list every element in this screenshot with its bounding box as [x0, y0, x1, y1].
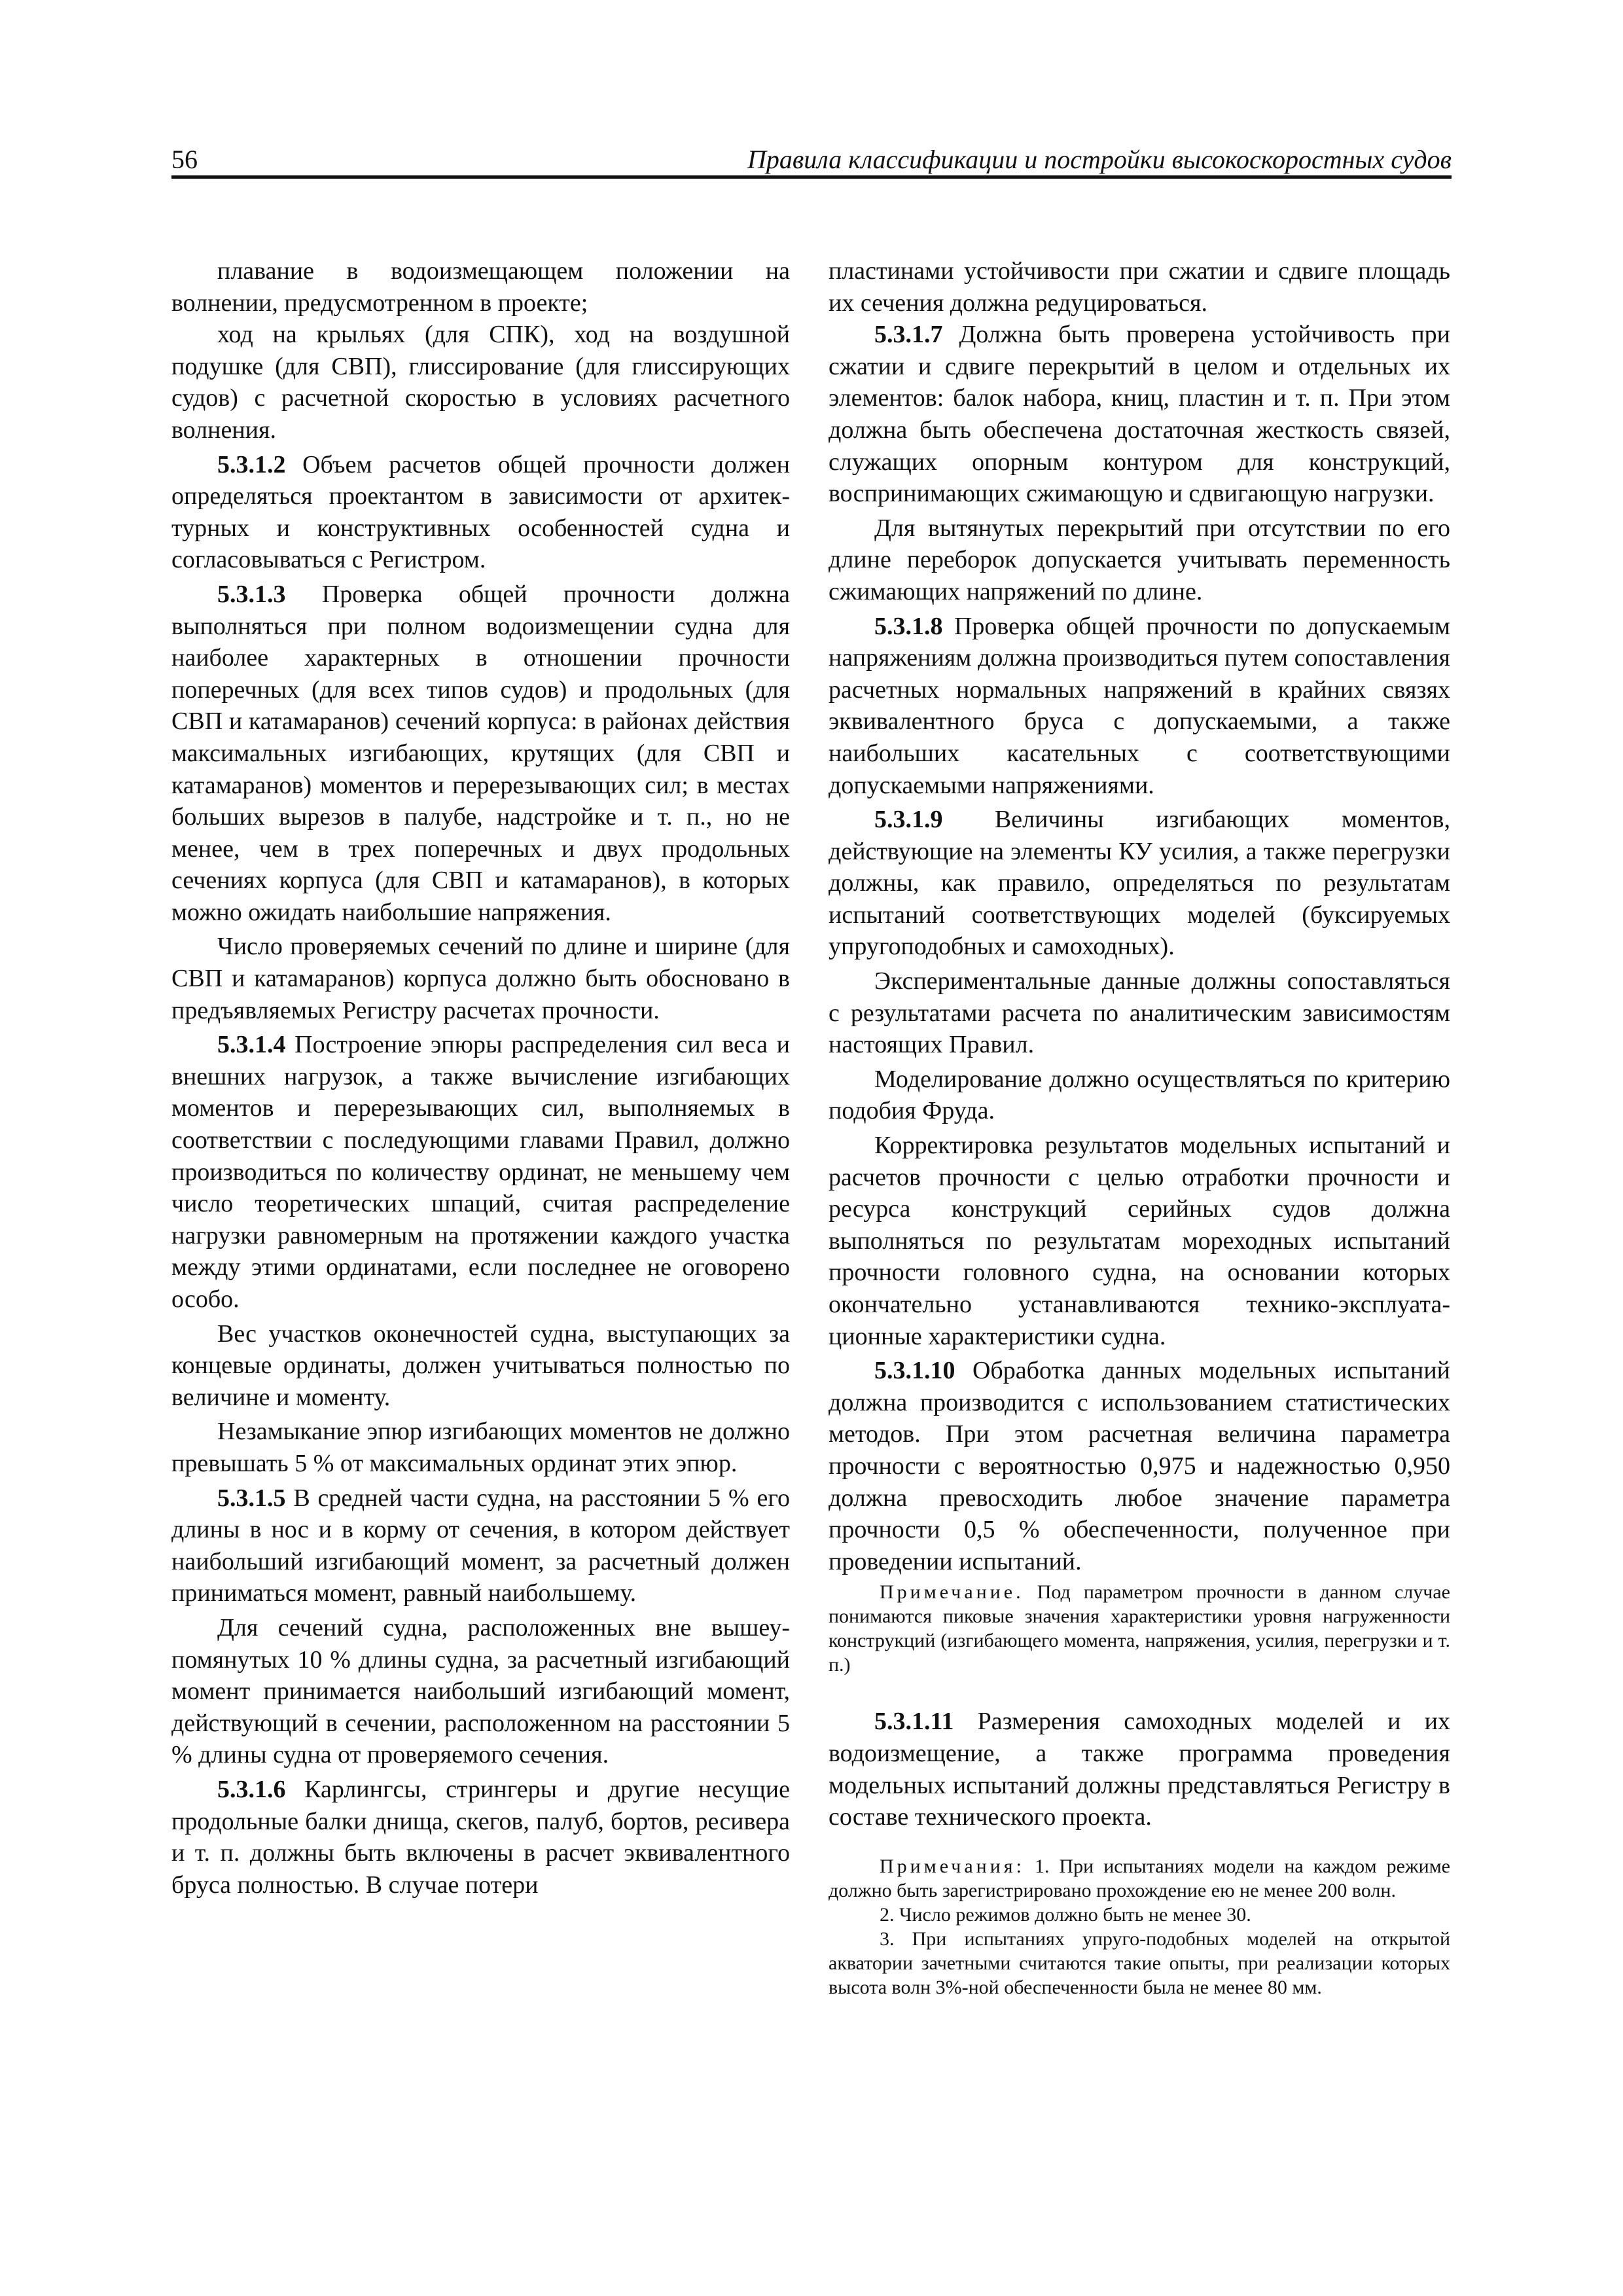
section-5-3-1-7 [829, 319, 1450, 510]
paragraph [171, 1318, 790, 1414]
left-column [171, 255, 790, 1901]
running-title: Правила классификации и постройки высокоскоростных судов [747, 145, 1452, 174]
paragraph-text: Проверка общей прочности по допускаемым напряжениям должна производиться путем сопоставления расчетных нормальных напряжений в крайних связях эквивалентного бруса с допускаемыми, а также наибольших касательных с соответствующими допускаемыми напряжениями. [829, 612, 1450, 799]
section-number: 5.3.1.4 [217, 1031, 286, 1059]
note-text: 1. При испытаниях модели на каждом режиме должно быть зарегистрировано прохождение ею не менее 200 волн. [829, 1855, 1450, 1901]
section-5-3-1-4 [171, 1029, 790, 1315]
section-number: 5.3.1.3 [217, 580, 286, 608]
paragraph-text: Для сечений судна, расположенных вне вышеупомянутых 10 % длины судна, за расчетный изгибающий момент принимается наибольший изгибающий момент, действующий в сечении, расположенном на расстоянии 5 % длины судна от проверяемого сечения. [171, 1613, 790, 1769]
paragraph-text: Величины изгибающих моментов, действующие на элементы КУ усилия, а также перегрузки должны, как правило, определяться по результатам испытаний соответствующих моделей (буксируемых упругоподобных и самоходных). [829, 806, 1450, 961]
paragraph [829, 1064, 1450, 1127]
section-5-3-1-2 [171, 449, 790, 576]
paragraph-text: Размерения самоходных моделей и их водоизмещение, а также программа проведения модельных испытаний должны представляться Регистру в составе технического проекта. [829, 1708, 1450, 1831]
section-number: 5.3.1.8 [874, 612, 943, 640]
paragraph [829, 965, 1450, 1061]
section-5-3-1-3 [171, 579, 790, 929]
paragraph-text: Проверка общей прочности должна выполняться при полном водоизмещении судна для наиболее характерных в отношении прочности поперечных (для всех типов судов) и продольных (для СВП и катамаранов) сечений корпуса: в районах действия максимальных изгибающих, крутящих (для СВП и катамаранов) моментов и перерезывающих сил; в местах больших вырезов в палубе, надстройке и т. п., но не менее, чем в трех поперечных и двух продольных сечениях корпуса (для СВП и катамаранов), в которых можно ожидать наибольшие напряжения. [171, 580, 790, 926]
paragraph [171, 319, 790, 446]
paragraph [829, 512, 1450, 608]
section-number: 5.3.1.2 [217, 450, 286, 478]
note [829, 1580, 1450, 1677]
paragraph-text: Незамыкание эпюр изгибающих моментов не должно превышать 5 % от максимальных ординат этих эпюр. [171, 1418, 790, 1477]
section-5-3-1-10 [829, 1355, 1450, 1577]
paragraph-text: Моделирование должно осуществляться по критерию подобия Фруда. [829, 1065, 1450, 1125]
notes-label: Примечания: [880, 1855, 1025, 1877]
section-number: 5.3.1.5 [217, 1484, 286, 1512]
section-number: 5.3.1.6 [217, 1775, 286, 1803]
paragraph-text: ход на крыльях (для СПК), ход на воздушной подушке (для СВП), глиссирование (для глиссирующих судов) с расчетной скоростью в условиях расчетного волнения. [171, 321, 790, 444]
section-number: 5.3.1.11 [874, 1708, 954, 1736]
paragraph [171, 931, 790, 1026]
section-5-3-1-11 [829, 1706, 1450, 1833]
paragraph-text: плавание в водоизмещающем положении на волнении, предусмотренном в проекте; [171, 257, 790, 317]
note-label: Примечание. [880, 1581, 1024, 1604]
paragraph-text: пластинами устойчивости при сжатии и сдвиге площадь их сечения должна редуцироваться. [829, 257, 1450, 317]
section-5-3-1-6 [171, 1774, 790, 1901]
note-text: 3. При испытаниях упруго-подобных моделей на открытой акватории зачетными считаются такие опыты, при реализации которых высота волн 3%-ной обеспеченности была не менее 80 мм. [829, 1928, 1450, 1998]
paragraph-text: Должна быть проверена устойчивость при сжатии и сдвиге перекрытий в целом и отдельных их элементов: балок набора, книц, пластин и т. п. При этом должна быть обеспечена достаточная жесткость связей, служащих опорным контуром для конструкций, воспринимающих сжимающую и сдвигающую нагрузки. [829, 321, 1450, 508]
section-number: 5.3.1.9 [874, 806, 943, 834]
paragraph-text: Корректировка результатов модельных испытаний и расчетов прочности с целью отработки прочности и ресурса конструкций серийных судов должна выполняться по результатам мореходных испытаний прочности головного судна, на основании которых окончательно устанавливаются технико-эксплуатационные характеристики судна. [829, 1132, 1450, 1350]
page-number: 56 [171, 145, 198, 174]
paragraph-text: Экспериментальные данные должны сопоставляться с результатами расчета по аналитическим зависимостям настоящих Правил. [829, 967, 1450, 1059]
section-number: 5.3.1.7 [874, 321, 943, 349]
paragraph [171, 255, 790, 319]
paragraph-text: Обработка данных модельных испытаний должна производится с использованием статистических методов. При этом расчетная величина параметра прочности с вероятностью 0,975 и надежностью 0,950 должна превосходить любое значение параметра прочности 0,5 % обеспеченности, полученное при проведении испытаний. [829, 1357, 1450, 1575]
paragraph-text: Для вытянутых перекрытий при отсутствии по его длине переборок допускается учитывать переменность сжимающих напряжений по длине. [829, 514, 1450, 605]
note-item [829, 1903, 1450, 1927]
paragraph [171, 1612, 790, 1771]
paragraph-text: Число проверяемых сечений по длине и ширине (для СВП и катамаранов) корпуса должно быть обосновано в предъявляемых Регистру расчетах прочности. [171, 933, 790, 1024]
note-text: 2. Число режимов должно быть не менее 30. [880, 1903, 1251, 1926]
paragraph [829, 1130, 1450, 1352]
page-header [171, 144, 1452, 179]
paragraph-text: Вес участков оконечностей судна, выступающих за концевые ординаты, должен учитываться полностью по величине и моменту. [171, 1319, 790, 1411]
right-column [829, 255, 1450, 2000]
section-5-3-1-9 [829, 804, 1450, 963]
note-item [829, 1927, 1450, 2000]
paragraph [171, 1416, 790, 1479]
paragraph-text: Объем расчетов общей прочности должен определяться проектантом в зависимости от архитектурных и конструктивных особенностей судна и согласовываться с Регистром. [171, 450, 790, 574]
section-5-3-1-5 [171, 1482, 790, 1609]
paragraph-text: Построение эпюры распределения сил веса и внешних нагрузок, а также вычисление изгибающих моментов и перерезывающих сил, выполняемых в соответствии с последующими главами Правил, должно производиться по количеству ординат, не меньшему чем число теоретических шпаций, считая распределение нагрузки равномерным на протяжении каждого участка между этими ординатами, если последнее не оговорено особо. [171, 1031, 790, 1313]
section-number: 5.3.1.10 [874, 1357, 955, 1385]
paragraph [829, 255, 1450, 319]
section-5-3-1-8 [829, 611, 1450, 802]
notes [829, 1854, 1450, 1903]
paragraph-text: В средней части судна, на расстоянии 5 % его длины в нос и в корму от сечения, в котором действует наибольший изгибающий момент, за расчетный должен приниматься момент, равный наибольшему. [171, 1484, 790, 1607]
paragraph-text: Карлингсы, стрингеры и другие несущие продольные балки днища, скегов, палуб, бортов, ресивера и т. п. должны быть включены в расчет эквивалентного бруса полностью. В случае потери [171, 1775, 790, 1899]
note-text: Под параметром прочности в данном случае понимаются пиковые значения характеристики уровня нагруженности конструкций (изгибающего момента, напряжения, усилия, перегрузки и т. п.) [829, 1581, 1450, 1676]
